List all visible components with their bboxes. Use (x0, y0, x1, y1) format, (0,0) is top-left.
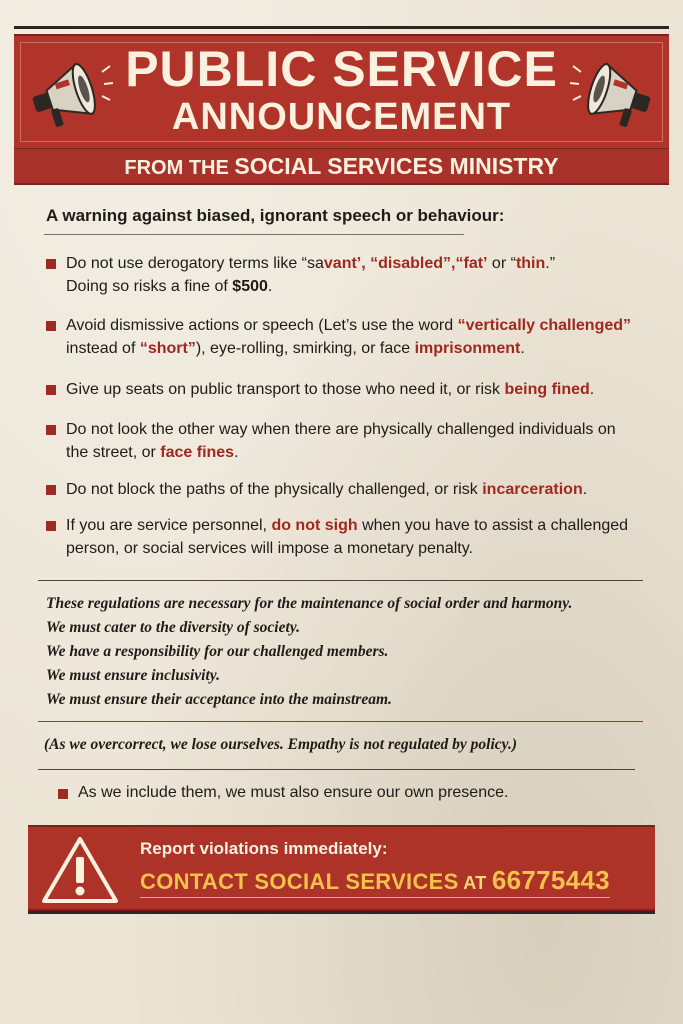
subheader-banner (14, 149, 669, 185)
list-item: If you are service personnel, do not sigh when you have to assist a challenged person, or social services will impose a monetary penalty. (44, 514, 646, 560)
final-point: As we include them, we must also ensure our own presence. (58, 784, 508, 802)
footer-banner (28, 825, 655, 911)
bullet-icon (58, 789, 68, 799)
list-item: Avoid dismissive actions or speech (Let’s use the word “vertically challenged” instead of “short”), eye-rolling, smirking, or face imprisonment. (44, 314, 646, 360)
bullet-icon (46, 521, 56, 531)
principle-line: We must ensure their acceptance into the mainstream. (46, 691, 392, 708)
bottom-rule (28, 911, 655, 914)
divider (38, 580, 643, 581)
principle-line: We have a responsibility for our challenged members. (46, 643, 389, 660)
bullet-icon (46, 321, 56, 331)
principle-line: These regulations are necessary for the maintenance of social order and harmony. (46, 595, 573, 612)
bullet-icon (46, 485, 56, 495)
top-rule (14, 26, 669, 29)
list-item: Give up seats on public transport to those who need it, or risk being fined. (44, 378, 646, 401)
megaphone-icon (569, 50, 661, 134)
contact-line: CONTACT SOCIAL SERVICES AT 66775443 (140, 865, 610, 895)
phone-number: 66775443 (491, 865, 610, 895)
list-item: Do not look the other way when there are physically challenged individuals on the street, or face fines. (44, 418, 626, 464)
bullet-icon (46, 259, 56, 269)
lead-text: A warning against biased, ignorant speech or behaviour: (46, 206, 505, 225)
header-banner (14, 34, 669, 150)
bullet-icon (46, 385, 56, 395)
subtitle-prefix: FROM THE (124, 157, 229, 179)
subtitle-main: SOCIAL SERVICES MINISTRY (234, 153, 559, 179)
list-item: Do not block the paths of the physically challenged, or risk incarceration. (44, 478, 626, 501)
divider (38, 769, 635, 770)
principle-line: We must cater to the diversity of society. (46, 619, 300, 636)
title-line-2: ANNOUNCEMENT (171, 96, 512, 138)
warning-icon (40, 835, 120, 905)
title-line-1: PUBLIC SERVICE (125, 41, 558, 97)
principles-block (46, 592, 646, 712)
bullet-icon (46, 425, 56, 435)
contact-label: CONTACT SOCIAL SERVICES (140, 869, 459, 894)
parenthetical-note: (As we overcorrect, we lose ourselves. Empathy is not regulated by policy.) (44, 736, 517, 753)
list-item: Do not use derogatory terms like “savant’, “disabled”,“fat’ or “thin.” Doing so risks a fine of $500. (44, 252, 626, 298)
contact-underline (140, 897, 610, 898)
lead-underline (44, 234, 464, 235)
report-text: Report violations immediately: (140, 839, 388, 858)
principle-line: We must ensure inclusivity. (46, 667, 220, 684)
divider (38, 721, 643, 722)
